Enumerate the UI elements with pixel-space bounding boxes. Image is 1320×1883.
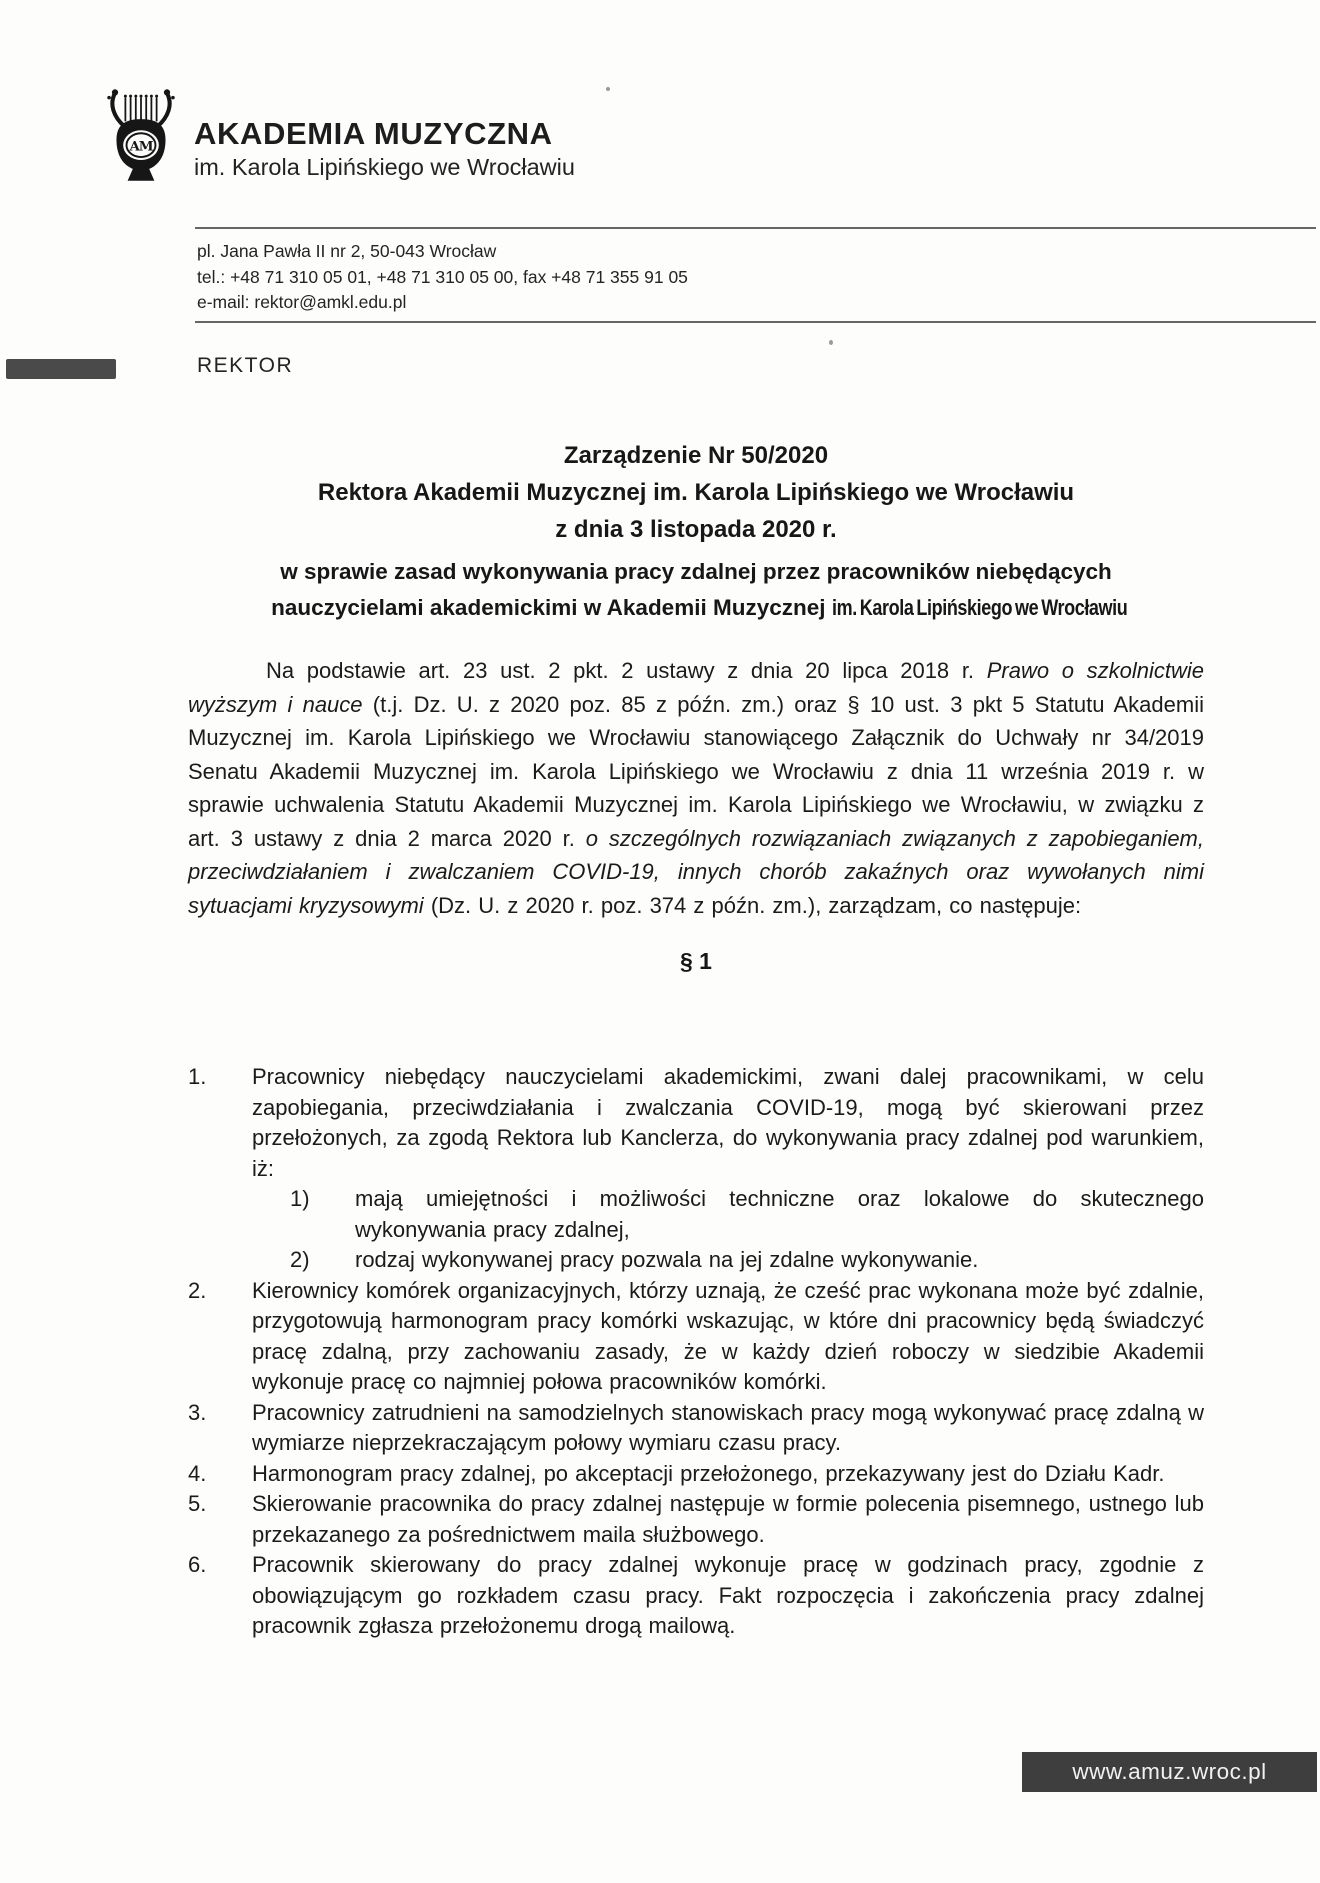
subject-line-2-condensed: im. Karola Lipińskiego we Wrocławiu — [831, 595, 1128, 620]
sub-list-item-number: 2) — [290, 1247, 310, 1272]
list-item-text: Harmonogram pracy zdalnej, po akceptacji przełożonego, przekazywany jest do Działu Kadr. — [252, 1460, 1165, 1486]
legal-basis-paragraph — [188, 654, 1204, 922]
list-item — [188, 1459, 1204, 1490]
address-line: pl. Jana Pawła II nr 2, 50-043 Wrocław — [197, 241, 497, 261]
email-line: e-mail: rektor@amkl.edu.pl — [197, 292, 407, 312]
subject-line-1: w sprawie zasad wykonywania pracy zdalnej przez pracowników niebędących — [280, 559, 1112, 584]
sub-list-item-number: 1) — [290, 1186, 310, 1211]
list-item-text: Pracownicy niebędący nauczycielami akademickimi, zwani dalej pracownikami, w celu zapobiegania, przeciwdziałania i zwalczania COVID-19, mogą być skierowani przez przełożonych, za zgodą Rektora lub Kanclerza, do wykonywania pracy zdalnej pod warunkiem, iż: — [252, 1064, 1204, 1181]
legal-text-segment: Na podstawie art. 23 ust. 2 pkt. 2 ustawy z dnia 20 lipca 2018 r. — [266, 658, 987, 683]
list-item-body — [252, 1459, 1204, 1490]
sub-list-item-text: rodzaj wykonywanej pracy pozwala na jej zdalne wykonywanie. — [355, 1247, 979, 1272]
document-title — [188, 437, 1204, 548]
list-item-body — [252, 1489, 1204, 1550]
subject-line-2-normal: nauczycielami akademickimi w Akademii Muzycznej — [271, 595, 832, 620]
list-item-text: Skierowanie pracownika do pracy zdalnej następuje w formie polecenia pisemnego, ustnego lub przekazanego za pośrednictwem maila służbowego. — [252, 1491, 1204, 1547]
list-item-number: 4. — [188, 1460, 207, 1486]
website-label: www.amuz.wroc.pl — [1072, 1759, 1267, 1784]
list-item-body — [252, 1398, 1204, 1459]
footer-website-bar — [1022, 1752, 1317, 1792]
list-item-text: Kierownicy komórek organizacyjnych, którzy uznają, że cześć prac wykonana może być zdalnie, przygotowują harmonogram pracy komórki wskazując, w które dni pracownicy będą świadczyć pracę zdalną, przy zachowaniu zasady, że w każdy dzień roboczy w siedzibie Akademii wykonuje pracę co najmniej połowa pracowników komórki. — [252, 1277, 1204, 1394]
list-item-number: 6. — [188, 1552, 207, 1577]
horizontal-rule-top — [195, 227, 1316, 229]
address-block — [197, 239, 688, 316]
redacted-stamp-bar — [6, 359, 116, 379]
title-line-issuer: Rektora Akademii Muzycznej im. Karola Lipińskiego we Wrocławiu — [317, 479, 1075, 506]
organization-name: AKADEMIA MUZYCZNA — [194, 116, 553, 151]
office-label: REKTOR — [197, 354, 294, 377]
list-item-body — [252, 1276, 1204, 1398]
list-item — [188, 1062, 1204, 1276]
legal-italic-segment: Prawo o szkolnictwie wyższym i nauce — [188, 658, 1205, 717]
list-item-text: Pracownik skierowany do pracy zdalnej wykonuje pracę w godzinach pracy, zgodnie z obowiązującym go rozkładem czasu pracy. Fakt rozpoczęcia i zakończenia pracy zdalnej pracownik zgłasza przełożonemu drogą mailową. — [252, 1552, 1204, 1638]
title-line-date: z dnia 3 listopada 2020 r. — [555, 516, 837, 543]
scan-speck — [606, 87, 610, 91]
section-heading: § 1 — [680, 948, 712, 974]
list-item — [188, 1550, 1204, 1642]
sub-list-item — [290, 1184, 1204, 1245]
lyre-logo-icon — [93, 82, 189, 186]
document-subject — [188, 554, 1204, 626]
logo-monogram: AM — [129, 138, 153, 155]
document-body — [188, 437, 1204, 1642]
list-item — [188, 1489, 1204, 1550]
list-item-number: 3. — [188, 1399, 207, 1425]
organization-subtitle: im. Karola Lipińskiego we Wrocławiu — [194, 154, 575, 180]
legal-text-segment: (t.j. Dz. U. z 2020 poz. 85 z późn. zm.) oraz § 10 ust. 3 pkt 5 Statutu Akademii Muzycznej im. Karola Lipińskiego we Wrocławiu stanowiącego Załącznik do Uchwały nr 34/2019 Senatu Akademii Muzycznej im. Karola Lipińskiego we Wrocławiu z dnia 11 września 2019 r. w sprawie uchwalenia Statutu Akademii Muzycznej im. Karola Lipińskiego we Wrocławiu, w związku z art. 3 ustawy z dnia 2 marca 2020 r. — [188, 691, 1204, 851]
title-line-number: Zarządzenie Nr 50/2020 — [563, 442, 829, 469]
list-item-body — [252, 1062, 1204, 1276]
legal-text-segment: (Dz. U. z 2020 r. poz. 374 z późn. zm.), zarządzam, co następuje: — [423, 892, 1082, 918]
list-item-body — [252, 1550, 1204, 1642]
legal-italic-segment: o szczególnych rozwiązaniach związanych z zapobieganiem, przeciwdziałaniem i zwalczaniem COVID-19, innych chorób zakaźnych oraz wywołanych nimi sytuacjami kryzysowymi — [188, 825, 1204, 918]
phone-line: tel.: +48 71 310 05 01, +48 71 310 05 00, fax +48 71 355 91 05 — [197, 266, 688, 287]
scan-speck — [829, 340, 833, 345]
horizontal-rule-bottom — [195, 321, 1316, 323]
list-item — [188, 1276, 1204, 1398]
sub-list-item — [290, 1245, 1204, 1276]
letterhead — [194, 118, 575, 180]
subject-line-2 — [188, 590, 1204, 626]
list-item-text: Pracownicy zatrudnieni na samodzielnych stanowiskach pracy mogą wykonywać pracę zdalną w wymiarze nieprzekraczającym połowy wymiaru czasu pracy. — [252, 1399, 1204, 1455]
numbered-list — [188, 1062, 1204, 1642]
list-item — [188, 1398, 1204, 1459]
list-item-number: 5. — [188, 1491, 207, 1516]
list-item-number: 1. — [188, 1064, 207, 1089]
sub-list-item-text: mają umiejętności i możliwości techniczne oraz lokalowe do skutecznego wykonywania pracy zdalnej, — [355, 1186, 1204, 1242]
list-item-number: 2. — [188, 1277, 207, 1303]
